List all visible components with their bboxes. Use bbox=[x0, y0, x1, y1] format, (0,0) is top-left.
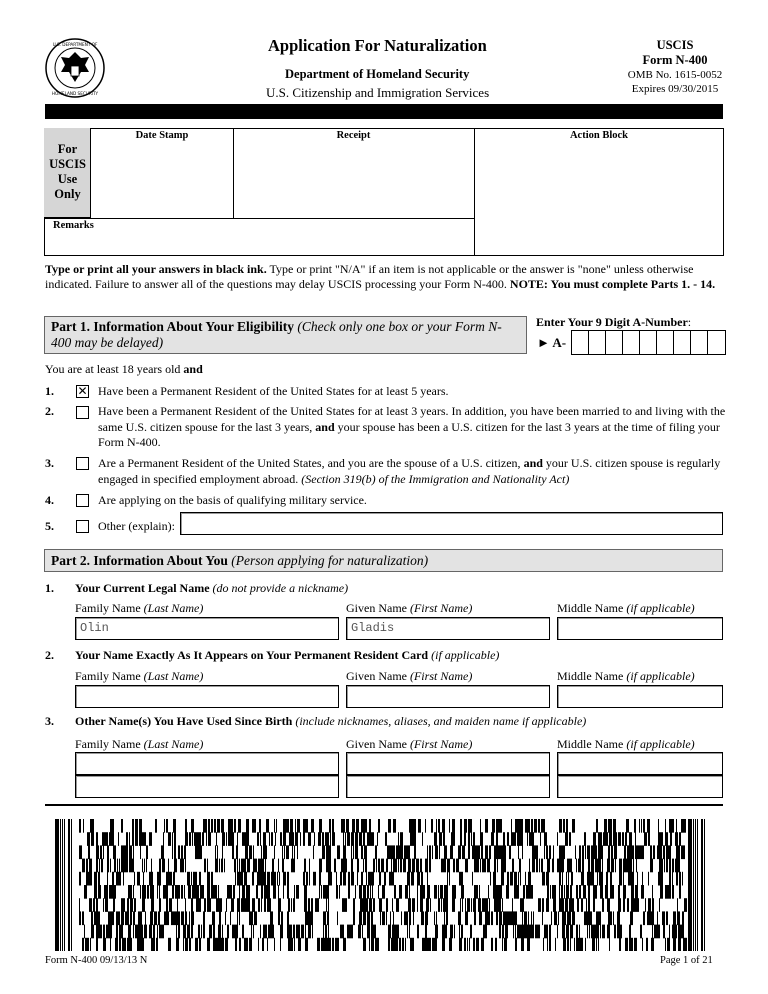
other-middle-name-input-2[interactable] bbox=[557, 775, 723, 798]
age-requirement bbox=[45, 362, 203, 377]
label-note: (if applicable) bbox=[626, 669, 695, 683]
label-text: Middle Name bbox=[557, 669, 627, 683]
option-text-4: Are applying on the basis of qualifying military service. bbox=[98, 493, 367, 507]
other-given-name-input-2[interactable] bbox=[346, 775, 550, 798]
option-text: Have been a Permanent Resident of the United States for at least 3 years. In addition, you have been married to and living with the same U.S. citizen spouse for the last 3 years, bbox=[98, 404, 726, 434]
divider bbox=[474, 128, 475, 256]
question-note: (include nicknames, aliases, and maiden name if applicable) bbox=[292, 714, 587, 728]
option-text: your spouse has been a U.S. citizen for the last 3 years at the time of filing your Form N-400. bbox=[98, 419, 720, 449]
label-note: (Last Name) bbox=[143, 669, 204, 683]
label-text: Family Name bbox=[75, 601, 144, 615]
other-family-name-input-1[interactable] bbox=[75, 752, 339, 775]
label-note: (First Name) bbox=[409, 601, 473, 615]
dhs-seal-icon bbox=[45, 38, 105, 98]
a-number-digit[interactable] bbox=[623, 331, 640, 354]
given-name-input[interactable]: Gladis bbox=[346, 617, 550, 640]
prc-middle-name-input[interactable] bbox=[557, 685, 723, 708]
question-note: (do not provide a nickname) bbox=[209, 581, 349, 595]
footer-form-edition: Form N-400 09/13/13 N bbox=[45, 955, 148, 966]
a-number-label-text: Enter Your 9 Digit A-Number bbox=[536, 315, 688, 329]
instructions-bold: Type or print all your answers in black ink. bbox=[45, 262, 267, 276]
eligibility-checkbox-1[interactable]: ✕ bbox=[77, 384, 88, 398]
other-middle-name-input-1[interactable] bbox=[557, 752, 723, 775]
option-number: 3. bbox=[45, 456, 54, 470]
label-note: (if applicable) bbox=[626, 601, 695, 615]
office-use-line: Use bbox=[57, 172, 78, 186]
office-use-line: For bbox=[57, 142, 78, 156]
eligibility-checkbox-5[interactable] bbox=[76, 520, 89, 533]
family-name-label bbox=[75, 737, 203, 752]
family-name-label bbox=[75, 601, 203, 616]
remarks-label: Remarks bbox=[53, 220, 94, 231]
a-number-digit[interactable] bbox=[572, 331, 589, 354]
a-number-digit[interactable] bbox=[589, 331, 606, 354]
family-name-input[interactable]: Olin bbox=[75, 617, 339, 640]
a-number-digit[interactable] bbox=[708, 331, 725, 354]
receipt-label: Receipt bbox=[336, 130, 371, 141]
divider bbox=[44, 218, 474, 219]
footer-page-number: Page 1 of 21 bbox=[660, 955, 713, 966]
question-1 bbox=[75, 581, 348, 596]
given-name-label bbox=[346, 737, 472, 752]
label-text: Middle Name bbox=[557, 737, 627, 751]
question-number: 3. bbox=[45, 714, 54, 728]
instructions bbox=[45, 262, 725, 292]
label-text: Family Name bbox=[75, 737, 144, 751]
label-text: Given Name bbox=[346, 601, 410, 615]
form-title: Application For Naturalization bbox=[268, 36, 487, 55]
a-number-digit[interactable] bbox=[606, 331, 623, 354]
instructions-text: Type or print "N/A" if an item is not applicable or the answer is "none" unless otherwise indicated. Failure to answer all of the questions may delay USCIS processing your Form N-400. bbox=[45, 262, 694, 291]
label-text: Given Name bbox=[346, 669, 410, 683]
eligibility-checkbox-4[interactable] bbox=[76, 494, 89, 507]
option-number: 1. bbox=[45, 384, 54, 398]
other-family-name-input-2[interactable] bbox=[75, 775, 339, 798]
bottom-divider bbox=[45, 804, 723, 806]
a-number-label bbox=[536, 315, 691, 330]
part2-header bbox=[44, 549, 723, 572]
prc-given-name-input[interactable] bbox=[346, 685, 550, 708]
a-number-colon: : bbox=[687, 315, 692, 329]
given-name-label bbox=[346, 669, 472, 684]
age-and: and bbox=[183, 362, 203, 376]
option-citation: (Section 319(b) of the Immigration and Nationality Act) bbox=[301, 471, 570, 486]
a-number-digit[interactable] bbox=[640, 331, 657, 354]
option-text: your U.S. citizen spouse is regularly engaged in specified employment abroad. bbox=[98, 456, 721, 486]
eligibility-checkbox-2[interactable] bbox=[76, 406, 89, 419]
eligibility-checkbox-3[interactable] bbox=[76, 457, 89, 470]
expiration-date: Expires 09/30/2015 bbox=[631, 83, 719, 95]
other-explain-input[interactable] bbox=[180, 512, 723, 535]
a-number-prefix: ► A- bbox=[537, 335, 567, 350]
question-3 bbox=[75, 714, 586, 729]
option-text: Are a Permanent Resident of the United States, and you are the spouse of a U.S. citizen, bbox=[98, 456, 524, 470]
middle-name-label bbox=[557, 737, 695, 752]
question-note: (if applicable) bbox=[428, 648, 500, 662]
part1-subtitle: (Check only one box or your Form N-400 may be delayed) bbox=[51, 319, 502, 350]
option-and: and bbox=[315, 419, 335, 434]
option-text-5: Other (explain): bbox=[98, 519, 175, 533]
question-label: Other Name(s) You Have Used Since Birth bbox=[75, 714, 293, 728]
middle-name-label bbox=[557, 601, 695, 616]
label-note: (Last Name) bbox=[143, 737, 204, 751]
prc-family-name-input[interactable] bbox=[75, 685, 339, 708]
svg-text:HOMELAND SECURITY: HOMELAND SECURITY bbox=[51, 91, 99, 96]
age-text: You are at least 18 years old bbox=[45, 362, 184, 376]
option-text-2 bbox=[98, 404, 726, 451]
form-number: Form N-400 bbox=[642, 53, 708, 67]
date-stamp-label: Date Stamp bbox=[135, 130, 189, 141]
agency-abbr: USCIS bbox=[656, 38, 694, 52]
question-number: 1. bbox=[45, 581, 54, 595]
question-2 bbox=[75, 648, 499, 663]
divider bbox=[233, 128, 234, 218]
family-name-label bbox=[75, 669, 203, 684]
part2-title: Part 2. Information About You bbox=[51, 553, 228, 568]
question-number: 2. bbox=[45, 648, 54, 662]
option-text-3 bbox=[98, 456, 726, 487]
action-block-label: Action Block bbox=[569, 130, 629, 141]
middle-name-label bbox=[557, 669, 695, 684]
form-id-block bbox=[612, 38, 738, 96]
option-number: 4. bbox=[45, 493, 54, 507]
label-text: Family Name bbox=[75, 669, 144, 683]
office-use-line: USCIS bbox=[49, 157, 86, 171]
part1-header bbox=[44, 316, 527, 354]
question-label: Your Name Exactly As It Appears on Your Permanent Resident Card bbox=[75, 648, 429, 662]
option-and: and bbox=[523, 456, 543, 470]
a-number-digit[interactable] bbox=[691, 331, 708, 354]
department-name: Department of Homeland Security bbox=[285, 67, 470, 81]
agency-name: U.S. Citizenship and Immigration Services bbox=[266, 85, 490, 100]
other-given-name-input-1[interactable] bbox=[346, 752, 550, 775]
label-note: (First Name) bbox=[409, 737, 473, 751]
label-note: (if applicable) bbox=[626, 737, 695, 751]
option-number: 5. bbox=[45, 519, 54, 533]
middle-name-input[interactable] bbox=[557, 617, 723, 640]
given-name-label bbox=[346, 601, 472, 616]
omb-number: OMB No. 1615-0052 bbox=[627, 69, 723, 81]
a-number-digit[interactable] bbox=[657, 331, 674, 354]
question-label: Your Current Legal Name bbox=[75, 581, 210, 595]
part2-subtitle: (Person applying for naturalization) bbox=[231, 553, 429, 568]
option-number: 2. bbox=[45, 404, 54, 418]
instructions-note: NOTE: You must complete Parts 1. - 14. bbox=[509, 277, 716, 291]
pdf417-barcode bbox=[55, 819, 710, 951]
a-number-input[interactable] bbox=[571, 330, 726, 355]
label-text: Middle Name bbox=[557, 601, 627, 615]
office-use-line: Only bbox=[54, 187, 81, 201]
option-text-1: Have been a Permanent Resident of the United States for at least 5 years. bbox=[98, 384, 449, 398]
label-note: (First Name) bbox=[409, 669, 473, 683]
office-use-label bbox=[44, 142, 91, 202]
label-note: (Last Name) bbox=[143, 601, 204, 615]
office-use-box bbox=[44, 128, 724, 256]
label-text: Given Name bbox=[346, 737, 410, 751]
part1-title: Part 1. Information About Your Eligibility bbox=[51, 319, 295, 334]
header-divider-bar bbox=[45, 104, 723, 119]
a-number-digit[interactable] bbox=[674, 331, 691, 354]
svg-text:U.S. DEPARTMENT OF: U.S. DEPARTMENT OF bbox=[52, 42, 98, 47]
